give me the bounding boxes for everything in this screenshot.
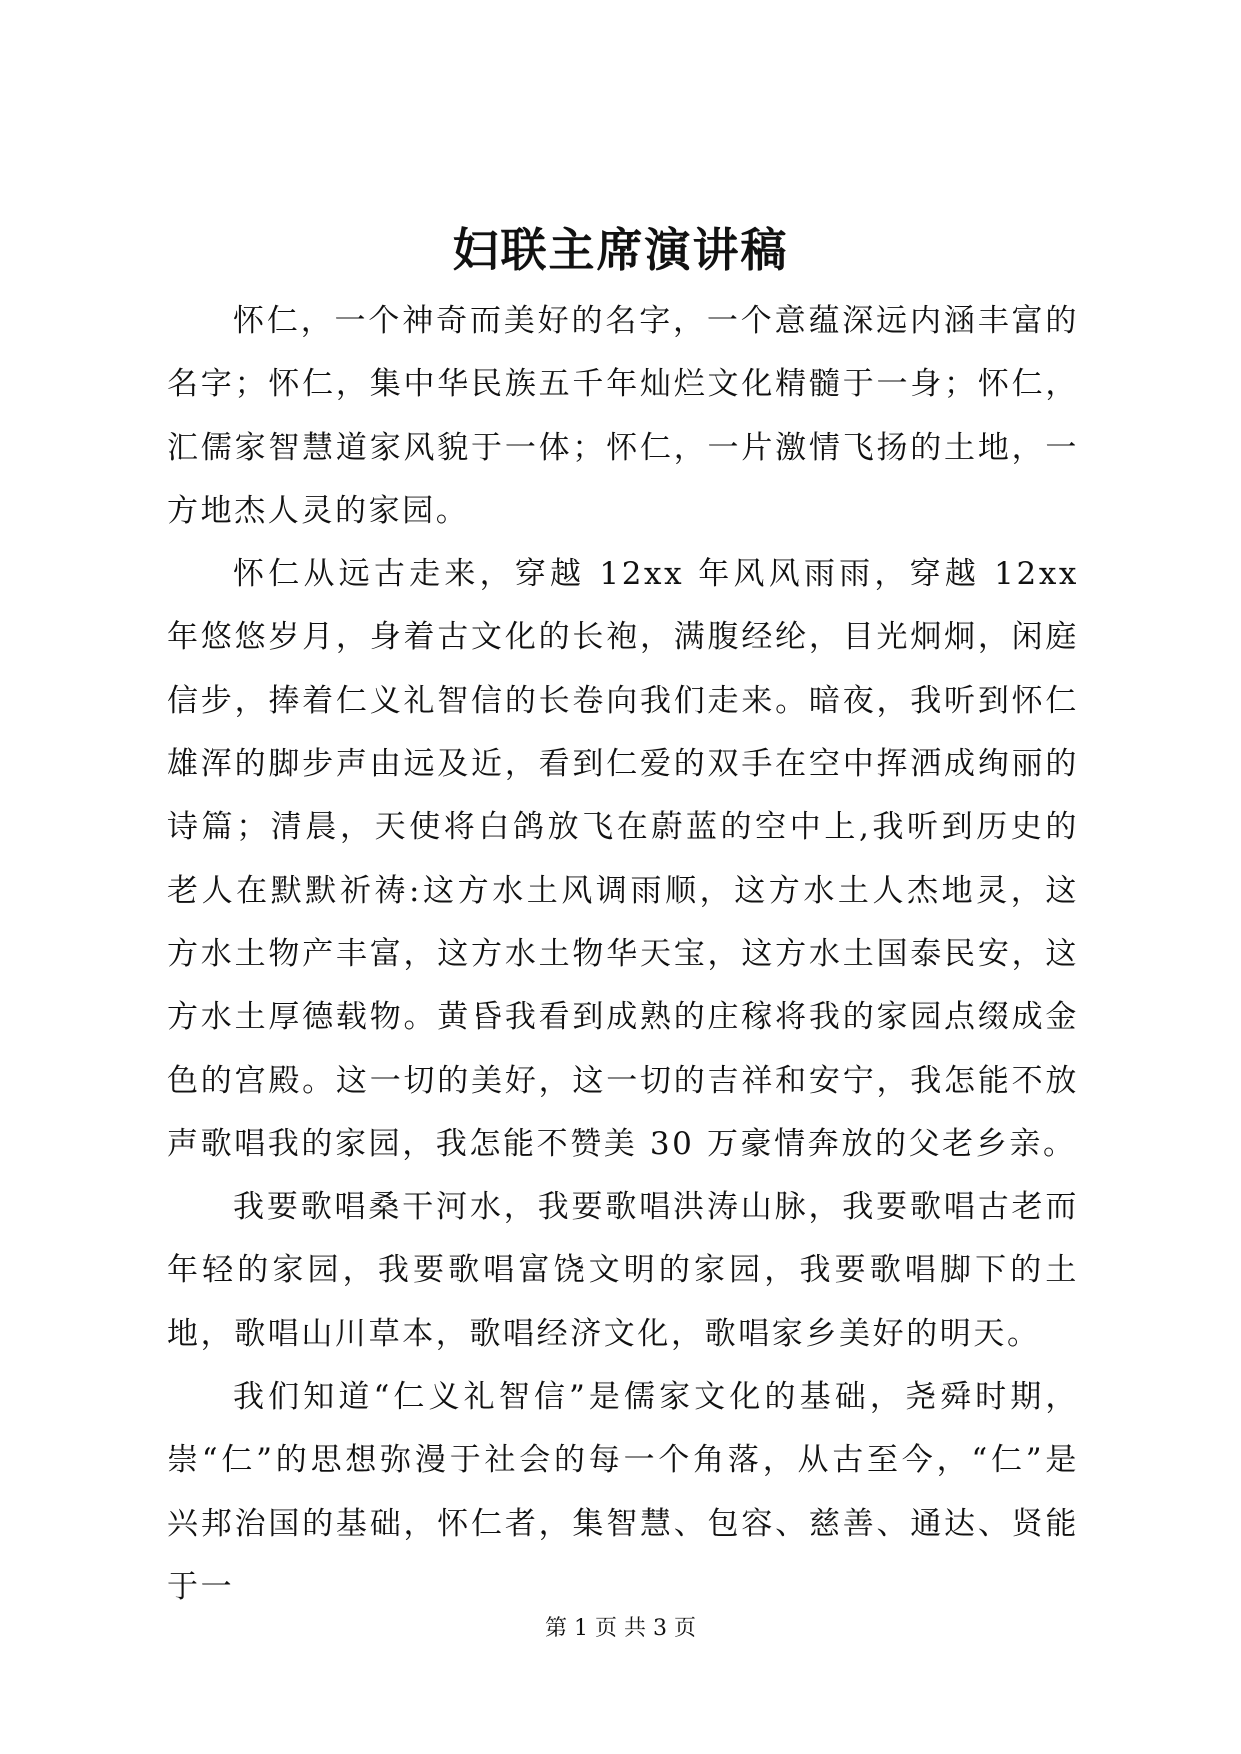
paragraph-1: 怀仁，一个神奇而美好的名字，一个意蕴深远内涵丰富的名字；怀仁，集中华民族五千年灿烂文化精髓于一身；怀仁，汇儒家智慧道家风貌于一体；怀仁，一片激情飞扬的土地，一方地杰人灵的家园。 <box>167 303 1079 529</box>
paragraph-3: 我要歌唱桑干河水，我要歌唱洪涛山脉，我要歌唱古老而年轻的家园，我要歌唱富饶文明的家园，我要歌唱脚下的土地，歌唱山川草本，歌唱经济文化，歌唱家乡美好的明天。 <box>167 1189 1079 1352</box>
document-title: 妇联主席演讲稿 <box>452 223 789 277</box>
paragraph-2: 怀仁从远古走来，穿越 12xx 年风风雨雨，穿越 12xx 年悠悠岁月，身着古文化的长袍，满腹经纶，目光炯炯，闲庭信步，捧着仁义礼智信的长卷向我们走来。暗夜，我听到怀仁雄浑的脚步声由远及近，看到仁爱的双手在空中挥洒成绚丽的诗篇；清晨，天使将白鸽放飞在蔚蓝的空中上,我听到历史的老人在默默祈祷:这方水土风调雨顺，这方水土人杰地灵，这方水土物产丰富，这方水土物华天宝，这方水土国泰民安，这方水土厚德载物。黄昏我看到成熟的庄稼将我的家园点缀成金色的宫殿。这一切的美好，这一切的吉祥和安宁，我怎能不放声歌唱我的家园，我怎能不赞美 30 万豪情奔放的父老乡亲。 <box>167 556 1079 1162</box>
paragraph-4: 我们知道“仁义礼智信”是儒家文化的基础，尧舜时期，崇“仁”的思想弥漫于社会的每一个角落，从古至今，“仁”是兴邦治国的基础，怀仁者，集智慧、包容、慈善、通达、贤能于一 <box>167 1379 1079 1605</box>
page-number-footer: 第 1 页 共 3 页 <box>545 1616 696 1641</box>
document-body <box>167 290 1079 1619</box>
